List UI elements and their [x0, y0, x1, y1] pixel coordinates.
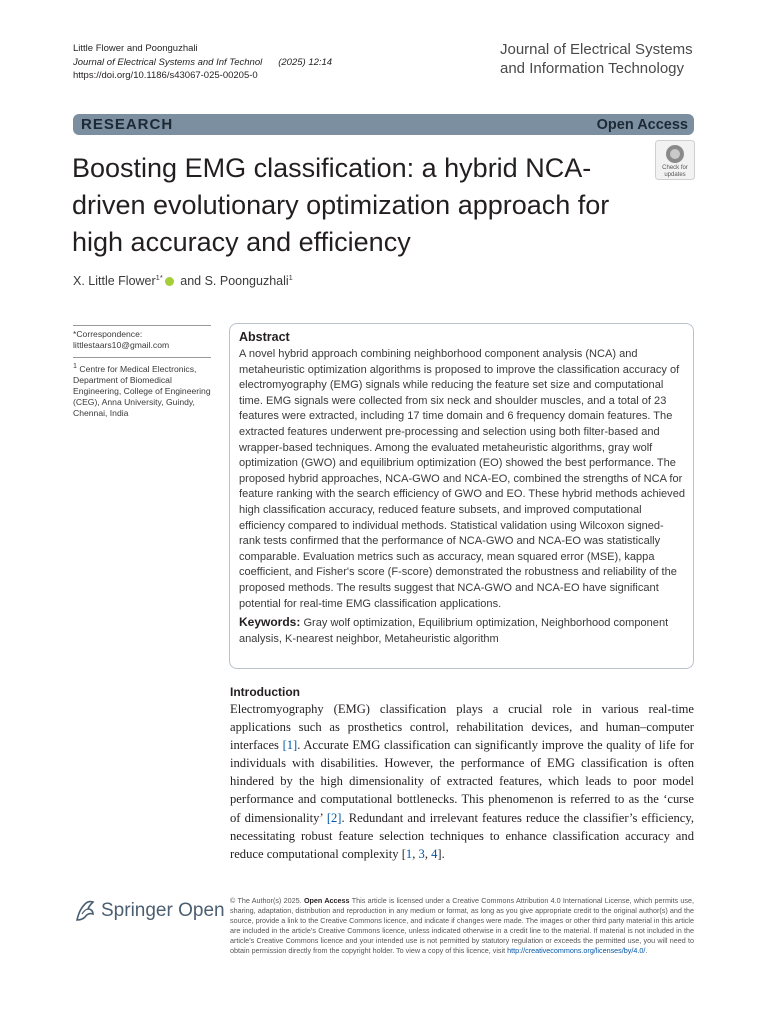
- license-notice: [230, 896, 694, 957]
- running-header: [73, 42, 332, 83]
- journal-name-line1: Journal of Electrical Systems: [500, 41, 693, 58]
- author-1[interactable]: X. Little Flower: [73, 274, 156, 289]
- author-1-sup: 1*: [155, 273, 163, 282]
- citation-bracket: [: [401, 846, 406, 861]
- header-doi-link[interactable]: https://doi.org/10.1186/s43067-025-00205-0: [73, 70, 258, 81]
- open-text: Open: [178, 900, 225, 921]
- springer-horse-icon: [73, 898, 97, 924]
- introduction-paragraph: Electromyography (EMG) classification plays a crucial role in various real-time applications such as prosthetics control, rehabilitation devices, and human–computer interfaces [1]. Accurate EMG classification can significantly improve the quality of life for individuals with disabilities. However, the performance of EMG classification is often hindered by the high dimensionality of extracted features, which leads to poor model performance and computational bottlenecks. This phenomenon is referred to as the ‘curse of dimensionality’ [2]. Redundant and irrelevant features reduce the classifier’s efficiency, necessitating robust feature selection techniques to enhance classification accuracy and reduce computational complexity [1, 3, 4].: [230, 702, 695, 861]
- author-2[interactable]: and S. Poonguzhali: [176, 274, 289, 289]
- keywords-text: Gray wolf optimization, Equilibrium optimization, Neighborhood component analysis, K-nearest neighbor, Metaheuristic algorithm: [239, 617, 669, 645]
- keywords-label: Keywords:: [239, 615, 301, 630]
- check-updates-line2: updates: [664, 172, 686, 178]
- author-list: [73, 273, 293, 288]
- journal-name-line2: and Information Technology: [500, 60, 685, 77]
- intro-text-2: . Accurate EMG classification can significantly improve the quality of life for individuals with disabilities. However, the performance of EMG classification is often hindered by the high dimensionality of extracted features, which leads to poor model performance and computational bottlenecks. This phenomenon is referred to as the ‘curse of dimensionality’: [230, 738, 694, 825]
- journal-name: [500, 40, 695, 78]
- check-updates-line1: Check for: [662, 165, 688, 171]
- citation-link[interactable]: 1: [405, 846, 413, 861]
- abstract-heading: Abstract: [239, 330, 290, 344]
- divider: [73, 325, 211, 326]
- springer-open-logo[interactable]: [73, 898, 225, 924]
- citation-link[interactable]: 4: [431, 846, 438, 861]
- divider: [73, 357, 211, 358]
- license-text: This article is licensed under a Creative Commons Attribution 4.0 International License, which permits use, sharing, adaptation, distribution and reproduction in any medium or format, as long as you give appropriate credit to the original author(s) and the source, provide a link to the Creative Commons licence, and indicate if changes were made. The images or other third party material in this article are included in the article’s Creative Commons licence, unless indicated otherwise in a credit line to the material. If material is not included in the article’s Creative Commons licence and your intended use is not permitted by statutory regulation or exceeds the permitted use, you will need to obtain permission directly from the copyright holder. To view a copy of this licence, visit: [230, 896, 695, 956]
- affiliation: [73, 361, 211, 419]
- intro-text-4: .: [441, 846, 445, 861]
- intro-text-1: Electromyography (EMG) classification plays a crucial role in various real-time applications such as prosthetics control, rehabilitation devices, and human–computer interfaces: [230, 702, 694, 753]
- license-copyright: © The Author(s) 2025.: [230, 896, 304, 905]
- citation-link[interactable]: 3: [418, 846, 425, 861]
- open-access-label: Open Access: [596, 116, 688, 133]
- license-open-access: Open Access: [303, 896, 350, 905]
- check-updates-icon: [655, 140, 695, 180]
- license-link[interactable]: http://creativecommons.org/licenses/by/4.0/: [507, 946, 646, 956]
- citation-link[interactable]: [2]: [326, 810, 342, 825]
- intro-text-3: . Redundant and irrelevant features reduce the classifier’s efficiency, necessitating robust feature selection techniques to enhance classification accuracy and reduce computational complexity: [230, 810, 695, 861]
- affiliation-text: Centre for Medical Electronics, Department of Biomedical Engineering, College of Engineering (CEG), Anna University, Guindy, Chennai, India: [73, 363, 211, 418]
- keywords: [239, 615, 685, 647]
- author-2-sup: 1: [288, 273, 293, 282]
- introduction-heading: Introduction: [230, 685, 300, 699]
- article-title: Boosting EMG classification: a hybrid NCA-driven evolutionary optimization approach for high accuracy and efficiency: [72, 153, 610, 257]
- header-authors: Little Flower and Poonguzhali: [73, 43, 198, 54]
- citation-bracket: ]: [437, 846, 442, 861]
- header-journal: Journal of Electrical Systems and Inf Technol: [73, 56, 263, 68]
- correspondence-label: *Correspondence:: [73, 329, 143, 339]
- correspondence-email[interactable]: littlestaars10@gmail.com: [73, 340, 170, 350]
- abstract-box: [229, 323, 694, 669]
- article-type-label: RESEARCH: [81, 116, 174, 133]
- article-type-banner: [73, 114, 694, 135]
- springer-text: Springer: [101, 900, 173, 921]
- citation-link[interactable]: [1]: [282, 738, 298, 753]
- header-volume: (2025) 12:14: [278, 56, 333, 68]
- orcid-icon[interactable]: [165, 277, 174, 286]
- abstract-text: A novel hybrid approach combining neighborhood component analysis (NCA) and metaheuristic optimization algorithms is proposed to improve the classification accuracy of electromyography (EMG) signals while reducing the feature set size and computational time. EMG signals were collected from six neck and shoulder muscles, and a total of 23 features were extracted, including 17 time domain and 6 frequency domain features. The extracted features underwent pre-processing and selection using both filter-based and wrapper-based techniques. Among the evaluated metaheuristic algorithms, gray wolf optimization (GWO) and equilibrium optimization (EO) showed the best performance. The proposed hybrid approaches, NCA-GWO and NCA-EO, combined the strengths of NCA for feature ranking with the search efficiency of GWO and EO. These hybrid methods achieved high classification accuracy, reduced feature subsets, and improved computational efficiency compared to individual methods. Statistical validation using Wilcoxon signed-rank tests confirmed that the performance of NCA-GWO and NCA-EO was statistically comparable. Evaluation metrics such as accuracy, mean squared error (MSE), kappa coefficient, and Fisher's score (F-score) demonstrated the robustness and reliability of the proposed methods. The results suggest that NCA-GWO and NCA-EO have significant potential for real-time EMG classification applications.: [239, 348, 685, 610]
- license-end: .: [645, 946, 648, 956]
- check-for-updates-badge[interactable]: [655, 140, 695, 180]
- correspondence-sidebar: [73, 325, 211, 419]
- affiliation-sup: 1: [73, 362, 77, 370]
